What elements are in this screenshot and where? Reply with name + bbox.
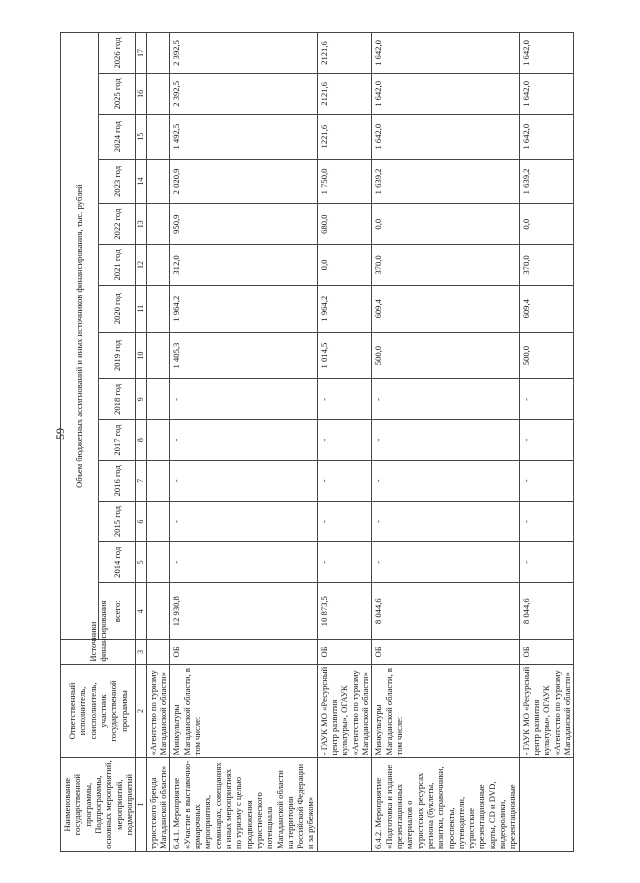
header-total: всего: [98,583,136,640]
table-row [317,33,372,852]
row-name-cell: 6.4.2. Мероприятие «Подготовка и издание презентационных материалов о туристских ресурсах региона (буклеты, визитки, справочники, проспекты, путеводители, туристские презентационные карты, CD и DVD, видеоролики, презентационные [372,758,519,852]
row-year-value-cell: - [170,460,317,501]
row-name-cell: туристского бренда Магаданской области» [146,758,170,852]
row-year-value-cell: - [317,542,372,583]
row-year-value-cell: 1 492,5 [170,114,317,159]
row-year-value-cell: - [519,379,574,420]
row-name-cell [317,758,372,852]
header-year: 2023 год [98,159,136,204]
row-year-value-cell [146,114,170,159]
row-year-value-cell [146,420,170,461]
header-year: 2016 год [98,460,136,501]
header-name: Наименование государственной программы, Подпрограммы, основных мероприятий, мероприятий, подмероприятий [61,758,136,852]
column-number: 12 [136,245,147,286]
row-year-value-cell [146,204,170,245]
row-name-cell: 6.4.1. Мероприятие «Участие в выставочно-ярмарочных мероприятиях, семинарах, совещаниях и иных мероприятиях по туризму с целью продвижения туристического потенциала Магаданской области на территории Российской Федерации и за рубежом» [170,758,317,852]
header-year: 2020 год [98,285,136,332]
row-total-cell: 12 930,8 [170,583,317,640]
column-number: 7 [136,460,147,501]
row-year-value-cell: 2 392,5 [170,74,317,115]
row-year-value-cell: 1 642,0 [372,74,519,115]
row-year-value-cell [146,33,170,74]
row-year-value-cell: - [317,501,372,542]
row-year-value-cell [146,460,170,501]
row-source-cell: ОБ [170,640,317,664]
column-number: 2 [136,664,147,758]
row-year-value-cell: 1 964,2 [317,285,372,332]
row-year-value-cell: 1 642,0 [519,114,574,159]
header-year: 2017 год [98,420,136,461]
table-header-row [61,33,99,852]
row-year-value-cell: 680,0 [317,204,372,245]
column-number: 13 [136,204,147,245]
row-year-value-cell: - [317,460,372,501]
row-source-cell: ОБ [317,640,372,664]
row-source-cell: ОБ [519,640,574,664]
header-responsible: Ответственный исполнитель, соисполнитель, участник государственной программы [61,664,136,758]
column-number: 6 [136,501,147,542]
table-row [146,33,170,852]
column-number: 4 [136,583,147,640]
header-funding: Объем бюджетных ассигнований и иных источников финансирования, тыс. рублей [61,33,99,640]
row-year-value-cell: 1 639,2 [519,159,574,204]
header-year: 2014 год [98,542,136,583]
row-year-value-cell: 312,0 [170,245,317,286]
row-year-value-cell: 500,0 [519,332,574,379]
row-year-value-cell: - [519,542,574,583]
row-year-value-cell: 609,4 [372,285,519,332]
column-number: 9 [136,379,147,420]
row-year-value-cell: 370,0 [519,245,574,286]
row-year-value-cell: - [372,501,519,542]
row-year-value-cell: 1 639,2 [372,159,519,204]
row-year-value-cell: - [317,379,372,420]
row-year-value-cell: - [372,420,519,461]
row-year-value-cell: - [519,501,574,542]
row-year-value-cell: 1 642,0 [372,114,519,159]
row-total-cell: 10 873,5 [317,583,372,640]
row-year-value-cell: - [170,542,317,583]
row-source-cell [146,640,170,664]
column-number-row [136,33,147,852]
row-year-value-cell [146,159,170,204]
row-year-value-cell [146,501,170,542]
row-year-value-cell: 1221,6 [317,114,372,159]
column-number: 10 [136,332,147,379]
header-year: 2026 год [98,33,136,74]
row-total-cell [146,583,170,640]
row-year-value-cell: 0,0 [372,204,519,245]
row-year-value-cell: - [170,379,317,420]
column-number: 8 [136,420,147,461]
row-source-cell: ОБ [372,640,519,664]
row-year-value-cell [146,542,170,583]
row-responsible-cell: Минкультуры Магаданской области, в том числе: [372,664,519,758]
row-year-value-cell: - [170,501,317,542]
row-year-value-cell: 2 392,5 [170,33,317,74]
table-row [372,33,519,852]
row-total-cell: 8 044,6 [519,583,574,640]
row-year-value-cell: 1 964,2 [170,285,317,332]
row-year-value-cell: 1 014,5 [317,332,372,379]
row-year-value-cell: 1 642,0 [372,33,519,74]
header-source: Источники финансирования [61,640,136,664]
row-responsible-cell: «Агентство по туризму Магаданской области» [146,664,170,758]
column-number: 11 [136,285,147,332]
row-year-value-cell: - [317,420,372,461]
header-year: 2019 год [98,332,136,379]
column-number: 14 [136,159,147,204]
row-year-value-cell: - [372,379,519,420]
row-name-cell [519,758,574,852]
row-year-value-cell: 500,0 [372,332,519,379]
row-responsible-cell: - ГАУК МО «Ресурсный центр развития культуры», ОГАУК «Агентство по туризму Магаданской области» [317,664,372,758]
row-year-value-cell: 370,0 [372,245,519,286]
table-row [170,33,317,852]
column-number: 3 [136,640,147,664]
funding-table [60,32,574,852]
row-year-value-cell: 950,9 [170,204,317,245]
row-year-value-cell: 1 642,0 [519,33,574,74]
page-number: 59 [53,428,67,440]
row-year-value-cell: 2121,6 [317,33,372,74]
row-year-value-cell: 609,4 [519,285,574,332]
row-year-value-cell: 1 750,0 [317,159,372,204]
row-year-value-cell: - [519,460,574,501]
row-total-cell: 8 044,6 [372,583,519,640]
row-year-value-cell: - [170,420,317,461]
row-year-value-cell: 1 405,3 [170,332,317,379]
row-year-value-cell [146,332,170,379]
header-year: 2018 год [98,379,136,420]
row-year-value-cell: 0,0 [317,245,372,286]
row-year-value-cell [146,379,170,420]
column-number: 1 [136,758,147,852]
rotated-page-content [60,32,630,852]
row-year-value-cell: - [372,542,519,583]
table-row [519,33,574,852]
row-year-value-cell: 2121,6 [317,74,372,115]
column-number: 5 [136,542,147,583]
row-responsible-cell: - ГАУК МО «Ресурсный центр развития культуры», ОГАУК «Агентство по туризму Магаданской области» [519,664,574,758]
header-year: 2015 год [98,501,136,542]
row-year-value-cell [146,74,170,115]
header-year: 2021 год [98,245,136,286]
row-year-value-cell: 1 642,0 [519,74,574,115]
header-year: 2024 год [98,114,136,159]
row-year-value-cell: - [372,460,519,501]
column-number: 16 [136,74,147,115]
header-year: 2025 год [98,74,136,115]
table-body [146,33,574,852]
row-year-value-cell: 2 020,9 [170,159,317,204]
row-year-value-cell: - [519,420,574,461]
column-number: 15 [136,114,147,159]
column-number: 17 [136,33,147,74]
header-year: 2022 год [98,204,136,245]
row-responsible-cell: Минкультуры Магаданской области, в том числе: [170,664,317,758]
row-year-value-cell [146,285,170,332]
row-year-value-cell [146,245,170,286]
row-year-value-cell: 0,0 [519,204,574,245]
